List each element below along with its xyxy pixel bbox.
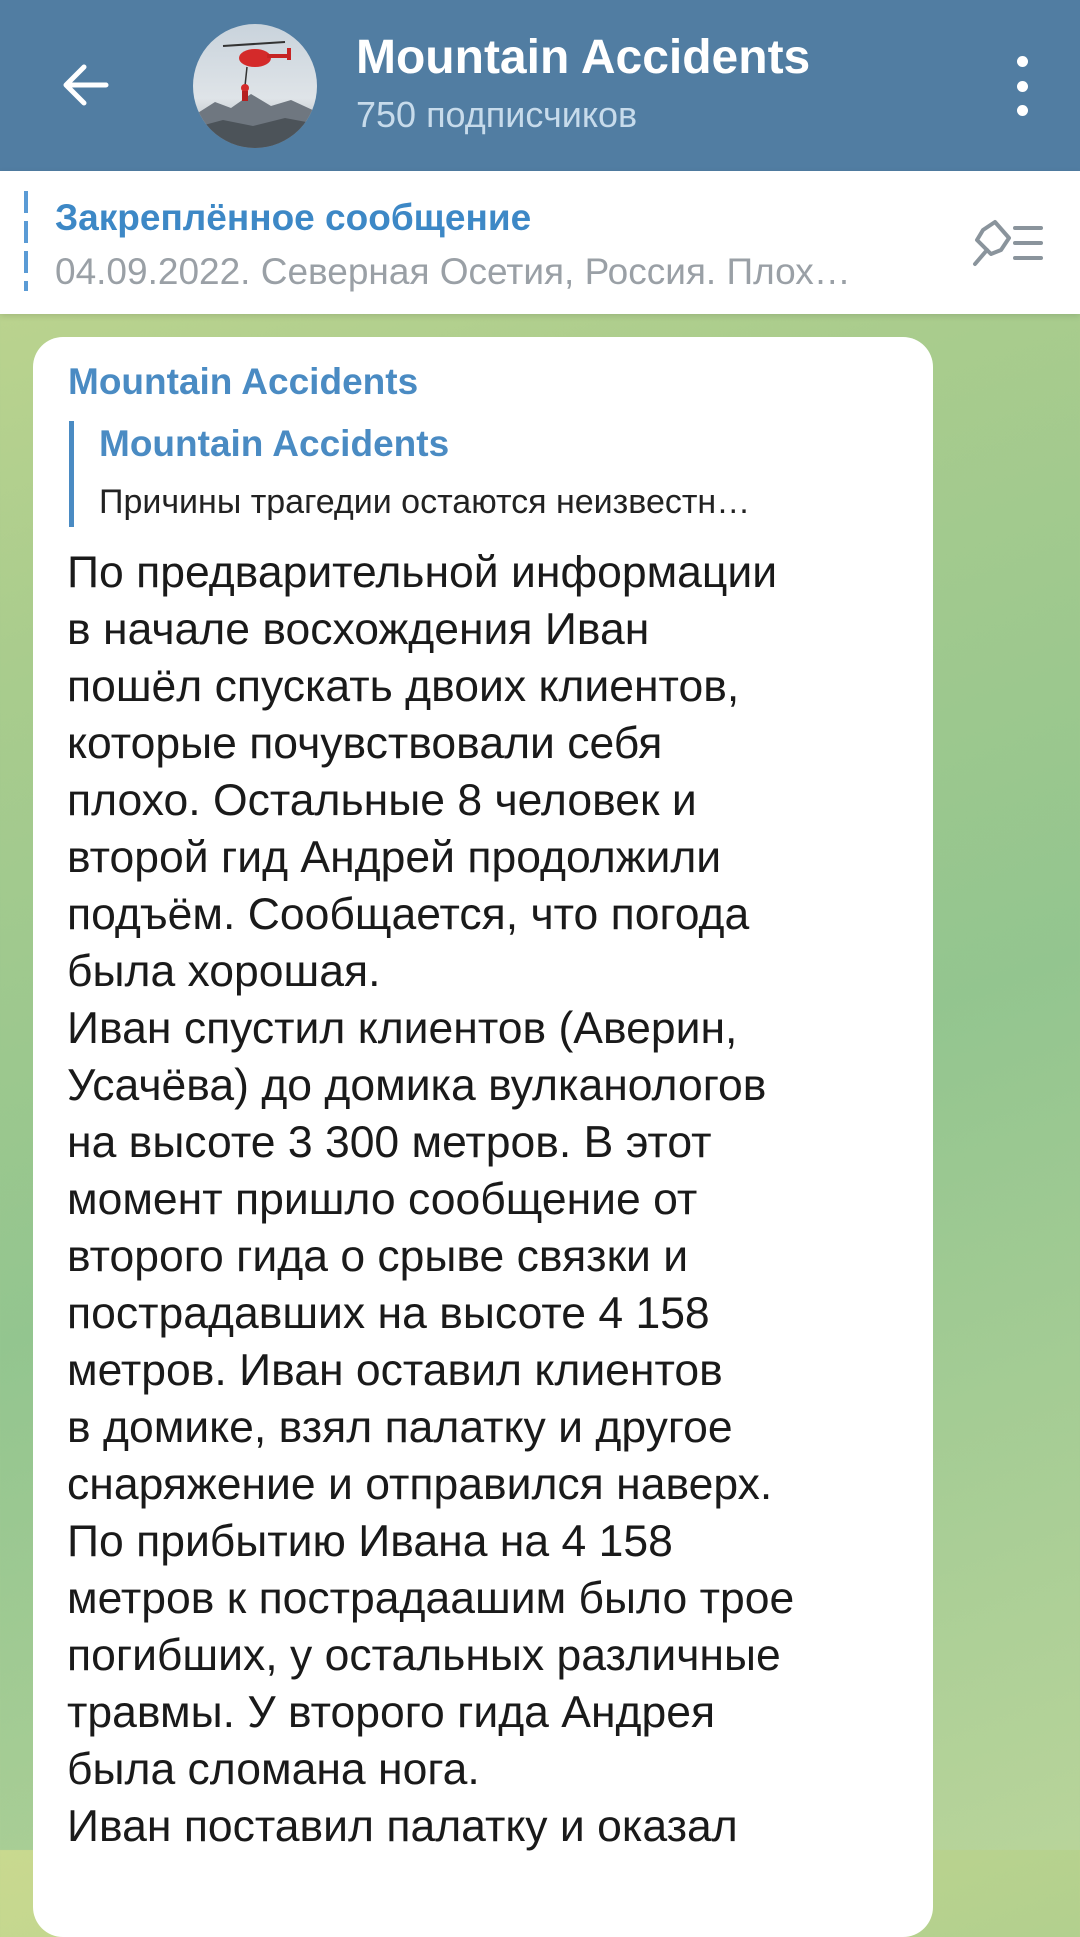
message-text: По предварительной информации в начале восхождения Иван пошёл спускать двоих клиентов, которые почувствовали себя плохо. Остальные 8 человек и второй гид Андрей продолжили подъём. Сообщается, что погода была хорошая. Иван спустил клиентов (Аверин, Усачёва) до домика вулканологов на высоте 3 300 метров. В этот момент пришло сообщение от второго гида о срыве связки и пострадавших на высоте 4 158 метров. Иван оставил клиентов в домике, взял палатку и другое снаряжение и отправился наверх. По прибытию Ивана на 4 158 метров к пострадаашим было трое погибших, у остальных различные травмы. У второго гида Андрея была сломана нога. Иван поставил палатку и оказал <box>67 548 795 1851</box>
pinned-title: Закреплённое сообщение <box>55 197 532 238</box>
chat-header <box>0 0 1080 171</box>
back-button[interactable] <box>50 50 120 120</box>
message-bubble[interactable] <box>33 337 933 1937</box>
channel-name: Mountain Accidents <box>356 31 811 84</box>
pinned-message-bar[interactable] <box>0 171 1080 314</box>
more-vertical-icon-dot <box>1017 81 1028 92</box>
reply-quote[interactable] <box>69 421 899 527</box>
helicopter-photo <box>193 24 317 148</box>
subscriber-count: 750 подписчиков <box>356 94 638 135</box>
pinned-list-icon[interactable] <box>965 218 1043 268</box>
more-vertical-icon <box>1017 56 1028 67</box>
pinned-preview: 04.09.2022. Северная Осетия, Россия. Плох… <box>55 251 851 292</box>
arrow-left-icon <box>60 63 110 107</box>
more-vertical-icon-dot <box>1017 105 1028 116</box>
pinned-indicator <box>24 191 28 291</box>
message-sender[interactable]: Mountain Accidents <box>68 361 419 402</box>
more-options-button[interactable] <box>1004 56 1040 116</box>
channel-avatar[interactable] <box>193 24 317 148</box>
channel-title-block[interactable] <box>356 28 810 138</box>
reply-preview: Причины трагедии остаются неизвестн… <box>99 483 751 521</box>
reply-author: Mountain Accidents <box>99 423 450 464</box>
